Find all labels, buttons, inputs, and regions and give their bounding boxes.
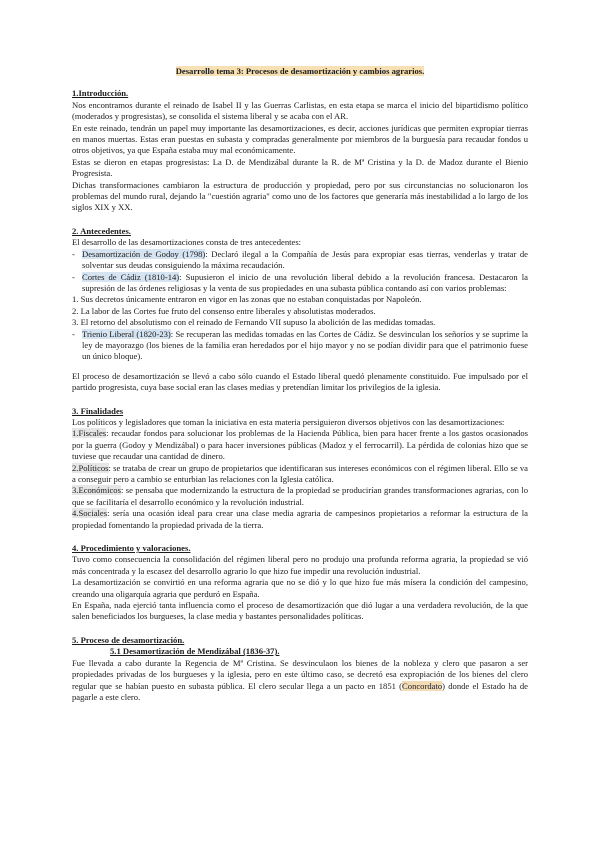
list-item xyxy=(72,329,528,363)
highlight-label: Trienio Liberal (1820-23) xyxy=(82,328,171,339)
highlight-label: 3.Económicos xyxy=(72,485,121,496)
numbered-item: 3. El retorno del absolutismo con el reinado de Fernando VII supuso la abolición de las medidas tomadas. xyxy=(72,317,436,328)
bullet-dash: - xyxy=(72,328,75,339)
purpose-item xyxy=(72,463,528,486)
list-item-body: : Se recuperan las medidas tomadas en las Cortes de Cádiz. Se desvinculan los señoríos y se suprime la ley de mayorazgo (los bienes de la familia eran heredados por el hijo mayor y no se podían dividir para que el patrimonio fuese un único bloque). xyxy=(82,328,528,362)
paragraph: Dichas transformaciones cambiaron la estructura de producción y propiedad, pero por sus circunstancias no solucionaron los problemas del mundo rural, dejando la "cuestión agraria" como uno de los factores que generaría más inestabilidad a lo largo de los siglos XIX y XX. xyxy=(72,179,528,213)
purpose-item xyxy=(72,508,528,531)
section-heading-antecedentes: 2. Antecedentes. xyxy=(72,225,131,236)
section-heading-proceso: 5. Proceso de desamortización. xyxy=(72,634,185,645)
section-heading-finalidades: 3. Finalidades xyxy=(72,405,124,416)
spacer xyxy=(72,623,528,635)
highlight-label: 4.Sociales xyxy=(72,508,108,519)
highlight-label: Concordato xyxy=(402,680,443,691)
document-title xyxy=(72,66,528,77)
paragraph: Los políticos y legisladores que toman la iniciativa en esta materia persiguieron diversos objetivos con las desamortizaciones: xyxy=(72,416,505,427)
purpose-text: : sería una ocasión ideal para crear una clase media agraria de campesinos propietarios a reformar la estructura de la propiedad fomentando la propiedad privada de la tierra. xyxy=(72,508,528,530)
purpose-text: : recaudar fondos para solucionar los problemas de la Hacienda Pública, bien para hacer frente a los gastos ocasionados por la guerra (Godoy y Mendizábal) o para hacer inversiones públicas (Madoz y el ferrocarril). La pérdida de colonias hizo que se tuviese que recaudar una cantidad de dinero. xyxy=(72,428,528,462)
paragraph-text: ) donde el Estado ha de pagarle a este clero. xyxy=(72,680,528,702)
paragraph: En este reinado, tendrán un papel muy importante las desamortizaciones, es decir, acciones jurídicas que permiten expropiar tierras en manos muertas. Estas eran puestas en subasta y compradas generalmente por miembros de la burguesía para recaudar fondos u otros objetivos, ya que España estaba muy mal económicamente. xyxy=(72,122,528,156)
bullet-dash: - xyxy=(72,271,75,282)
list-item-body: : Declaró ilegal a la Compañía de Jesús para expropiar esas tierras, venderlas y tratar de solventar sus deudas consiguiendo la máxima recaudación. xyxy=(82,248,529,271)
document-title-text: Desarrollo tema 3: Procesos de desamortización y cambios agrarios. xyxy=(175,66,425,76)
paragraph: Tuvo como consecuencia la consolidación del régimen liberal pero no produjo una profunda reforma agraria, la propiedad se vió más concentrada y la escasez del desarrollo agrario lo que hizo fue impedir una revolución industrial. xyxy=(72,554,528,576)
highlight-label: Desamortización de Godoy (1798) xyxy=(82,248,206,259)
numbered-item: 2. La labor de las Cortes fue fruto del consenso entre liberales y absolutistas moderados. xyxy=(72,305,376,316)
purpose-item xyxy=(72,485,528,508)
highlight-label: 2.Políticos xyxy=(72,462,109,473)
purpose-item xyxy=(72,428,528,462)
list-item-body: : Supusieron el inicio de una revolución liberal debido a la revolución francesa. Destacaron la supresión de las órdenes religiosas y la venta de sus propiedades en una subasta pública contando así con varios problemas: xyxy=(82,271,528,293)
paragraph: Nos encontramos durante el reinado de Isabel II y las Guerras Carlistas, en esta etapa se marca el inicio del bipartidismo político (moderados y progresistas), se consolida el sistema liberal y se acaba con el AR. xyxy=(72,99,528,122)
spacer xyxy=(72,394,528,406)
list-item xyxy=(72,272,528,295)
document-page xyxy=(72,66,528,703)
list-item-text xyxy=(82,272,528,295)
purpose-text: : se pensaba que modernizando la estructura de la propiedad se producirían grandes transformaciones agrarias, con lo que se facilitaría el desarrollo económico y la revolución industrial. xyxy=(72,485,528,507)
paragraph: En España, nada ejerció tanta influencia como el proceso de desamortización que dió lugar a una verdadera revolución, de la que salen beneficiados los burgueses, la clase media y bastantes personalidades políticas. xyxy=(72,600,528,622)
subsection-heading-mendizabal: 5.1 Desamortización de Mendizábal (1836-37). xyxy=(110,646,280,657)
paragraph: La desamortización se convirtió en una reforma agraria que no se dió y lo que hizo fue más mísera la condición del campesino, creando una oligarquía agraria que perduró en España. xyxy=(72,577,528,599)
highlight-label: 1.Fiscales xyxy=(72,428,107,439)
paragraph: Estas se dieron en etapas progresistas: La D. de Mendizábal durante la R. de Mª Cristina y la D. de Madoz durante el Bienio Progresista. xyxy=(72,156,528,179)
list-item xyxy=(72,249,528,272)
paragraph-text: Fue llevada a cabo durante la Regencia de Mª Cristina. Se desvinculaon los bienes de la nobleza y clero que pasaron a ser propiedades privadas de los burgueses y la iglesia, pero en este último caso, se decretó esa expropiación de los bienes del clero regular que se habían puesto en subasta pública. El clero secular llega a un pacto en 1851 ( xyxy=(72,657,528,691)
highlight-label: Cortes de Cádiz (1810-14) xyxy=(82,271,180,282)
bullet-dash: - xyxy=(72,248,75,259)
list-item-text xyxy=(82,329,528,363)
paragraph: El desarrollo de las desamortizaciones consta de tres antecedentes: xyxy=(72,237,302,248)
paragraph: El proceso de desamortización se llevó a cabo sólo cuando el Estado liberal quedó plenamente constituido. Fue impulsado por el partido progresista, cuya base social eran las clases medias y pretendían limitar los privilegios de la iglesia. xyxy=(72,370,528,393)
spacer xyxy=(72,531,528,543)
spacer xyxy=(72,214,528,226)
section-heading-procedimiento: 4. Procedimiento y valoraciones. xyxy=(72,543,191,554)
section-heading-introduccion: 1.Introducción. xyxy=(72,88,129,99)
list-item-text xyxy=(82,249,528,272)
spacer xyxy=(72,363,528,371)
purpose-text: : se trataba de crear un grupo de propietarios que identificaran sus intereses económicos con el régimen liberal. Ello se va a conseguir pero a cambio se enturbian las relaciones con la Iglesia católica. xyxy=(72,462,528,484)
numbered-item: 1. Sus decretos únicamente entraron en vigor en las zonas que no estaban conquistadas por Napoleón. xyxy=(72,294,422,305)
paragraph xyxy=(72,658,528,704)
